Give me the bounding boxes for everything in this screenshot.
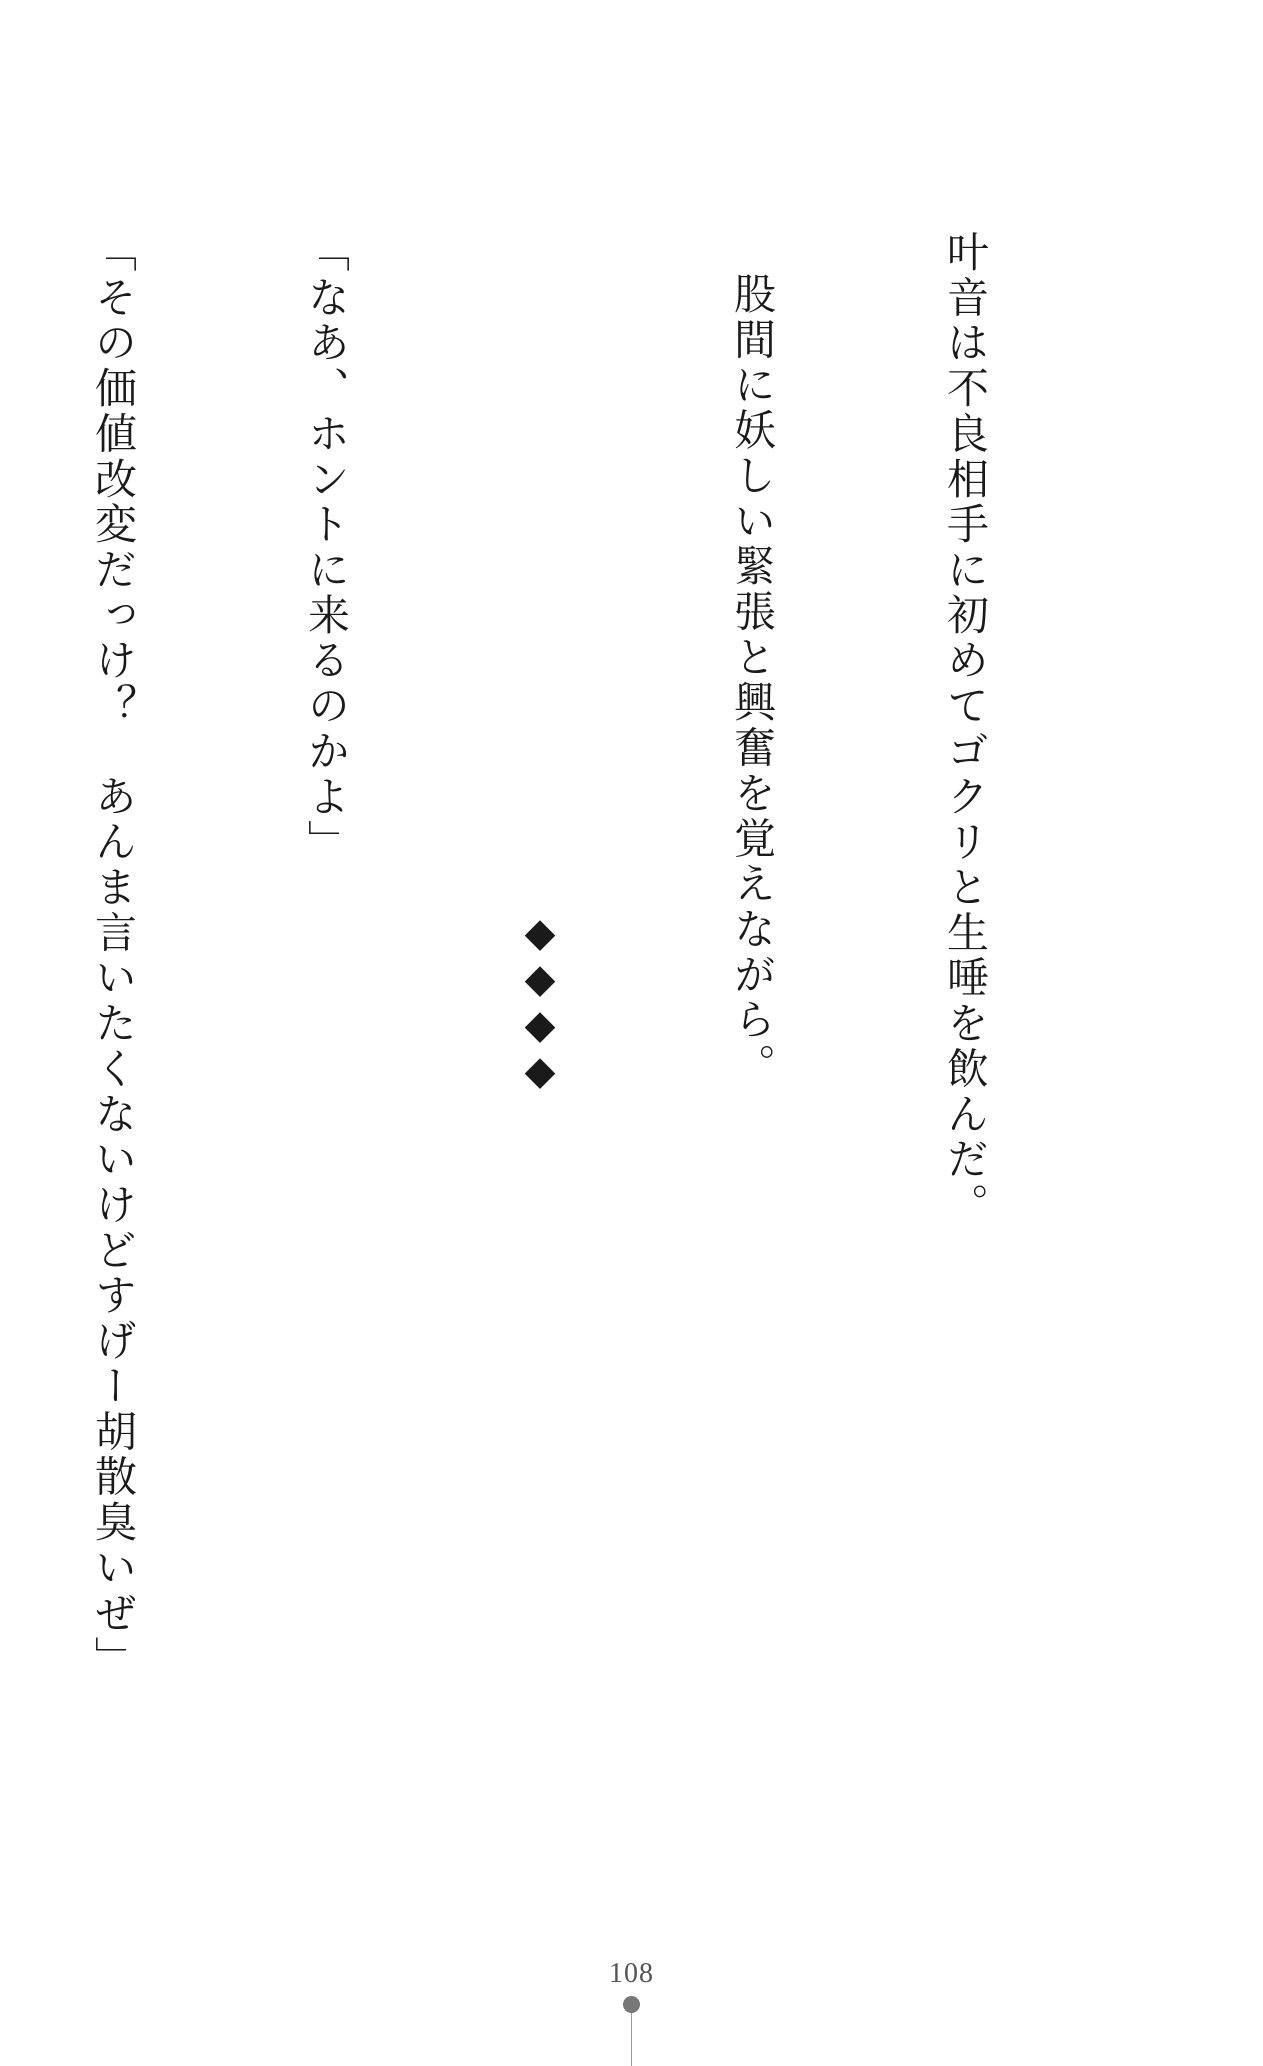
dialogue-line: 「なあ、ホントに来るのかよ」 (302, 230, 351, 866)
section-separator: ◆◆◆◆ (517, 910, 563, 1094)
page-marker-dot (623, 1996, 640, 2013)
text-line: 股間に妖しい緊張と興奮を覚えながら。 (728, 272, 777, 1089)
dialogue-line: 「その価値改変だっけ？ あんま言いたくないけどすげー胡散臭いぜ」 (89, 230, 138, 1682)
body-text (83, 230, 1143, 1870)
page-marker-rule (631, 2013, 632, 2066)
page-number: 108 (609, 1958, 654, 1989)
text-line: 叶音は不良相手に初めてゴクリと生唾を飲んだ。 (941, 230, 990, 1228)
